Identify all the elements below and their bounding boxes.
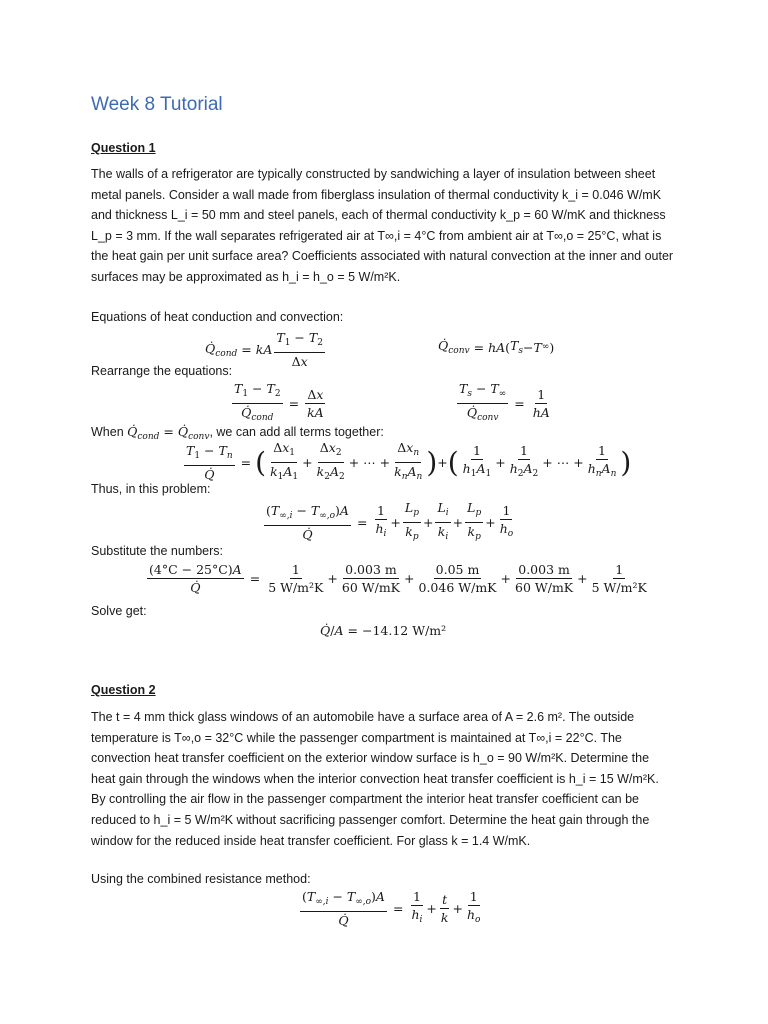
combined-resistance-equation: $\frac{(T_{\infty,i} - T_{\infty,o})A}{Q̇}$ = $\frac{1}{h_i}$ + $\frac{t}{k}$ + $\frac{1}{h_o}$ (302, 889, 481, 928)
q2-line-3: convection heat transfer coefficient on the exterior window surface is h_o = 90 W/m²K. Determine the (91, 751, 650, 766)
q2-line-1: The t = 4 mm thick glass windows of an automobile have a surface area of A = 2.6 m². The outside (91, 710, 635, 724)
question-2-heading: Question 2 (91, 683, 156, 697)
q1-line-6: surfaces may be approximated as h_i = h_o = 5 W/m²K. (91, 269, 401, 284)
rearrange-text: Rearrange the equations: (91, 364, 233, 378)
r3-den: 0.046 W/mK (418, 580, 497, 595)
q1-line-1: The walls of a refrigerator are typically constructed by sandwiching a layer of insulation between sheet (91, 167, 656, 181)
result-value: −14.12 W/m² (361, 623, 447, 638)
question-1-text (91, 164, 678, 288)
r2-den: 60 W/mK (341, 580, 401, 595)
r1-num: 1 (291, 562, 300, 577)
r4-num: 0.003 m (518, 562, 570, 577)
problem-equation: $\frac{(T_{\infty,i} - T_{\infty,o})A}{Q̇}$ = $\frac{1}{h_i}$ + $\frac{L_p}{k_p}$ + $\frac{L_i}{k_i}$ + $\frac{L_p}{k_p}$ + $\frac{1}{h_o}$ (266, 500, 514, 542)
r3-num: 0.05 m (435, 562, 480, 577)
r1-den: 5 W/m²K (268, 580, 324, 595)
r2-num: 0.003 m (345, 562, 397, 577)
substituted-equation: $\frac{(4^\circ C - 25^\circ C)A}{Q̇}$ = $\frac{1}{\text{5 W/m²K}}$ + $\frac{0.003 m}{60 W/mK}$ + $\frac{0.05 m}{0.046 W/mK}$ + $\frac{0.003 m}{60 W/mK}$ + $\frac{1}{\text{5 W/m²K}}$ (149, 562, 647, 595)
q1-line-4: L_p = 3 mm. If the wall separates refrigerated air at T∞,i = 4°C from ambient air at T∞,o = 25°C, what is (91, 228, 662, 243)
result-equation: Q̇ / A = −14.12 W/m² (320, 623, 447, 638)
temps-value: (4°C − 25°C) (149, 562, 233, 577)
when-post: , we can add all terms together: (209, 425, 384, 439)
q1-line-3: and thickness L_i = 50 mm and steel panels, each of thermal conductivity k_p = 60 W/mK and thickness (91, 208, 666, 223)
q2-line-7: window for the reduced inside heat transfer coefficient. For glass k = 1.4 W/mK. (91, 833, 531, 848)
page-title: Week 8 Tutorial (91, 94, 223, 115)
when-pre: When (91, 425, 124, 439)
combined-equation: $\frac{T_1 - T_n}{Q̇}$ = ( $\frac{\Delta x_1}{k_1A_1}$ + $\frac{\Delta x_2}{k_2A_2}$ + ⋯ + $\frac{\Delta x_n}{k_nA_n}$ ) + ( $\frac{1}{h_1A_1}$ + $\frac{1}{h_2A_2}$ + ⋯ + $\frac{1}{h_nA_n}$ ) (186, 440, 632, 482)
rearranged-convection: $\frac{T_s - T_\infty}{Q̇_{conv}}$ = $\frac{1}{hA}$ (459, 381, 550, 423)
r5-den: 5 W/m²K (591, 580, 647, 595)
when-condition: $Q̇_{cond}$ = $Q̇_{conv}$ (127, 424, 210, 442)
q2-line-2: temperature is T∞,o = 32°C while the passenger compartment is maintained at T∞,i = 22°C. The (91, 730, 622, 745)
q2-line-4: heat gain through the windows when the interior convection heat transfer coefficient is h_i = 15 W/m²K. (91, 771, 659, 786)
thus-text: Thus, in this problem: (91, 482, 211, 496)
substitute-text: Substitute the numbers: (91, 544, 224, 558)
rearranged-conduction: $\frac{T_1 - T_2}{Q̇_{cond}}$ = $\frac{\Delta x}{kA}$ (234, 381, 324, 423)
question-2-text (91, 707, 678, 851)
r5-num: 1 (615, 562, 624, 577)
method-text: Using the combined resistance method: (91, 872, 311, 886)
q2-line-5: By controlling the air flow in the passenger compartment the interior heat transfer coefficient can be (91, 792, 639, 807)
r4-den: 60 W/mK (515, 580, 574, 595)
conduction-equation: $Q̇_{cond}$ = kA $\frac{T_1 - T_2}{\Delta x}$ (205, 330, 323, 369)
question-1-heading: Question 1 (91, 141, 156, 155)
q2-line-6: reduced to h_i = 5 W/m²K without sacrificing passenger comfort. Determine the heat gain through the (91, 812, 650, 827)
q1-line-5: the heat gain per unit surface area? Coefficients associated with natural convection at the inner and outer (91, 249, 674, 264)
convection-equation: $Q̇_{conv}$ = hA ( $T_s$ − T ∞ ) (438, 338, 555, 356)
q1-line-2: metal panels. Consider a wall made from fiberglass insulation of thermal conductivity k_i = 0.046 W/mK (91, 187, 662, 202)
solve-text: Solve get: (91, 604, 147, 618)
equations-intro: Equations of heat conduction and convection: (91, 310, 344, 324)
